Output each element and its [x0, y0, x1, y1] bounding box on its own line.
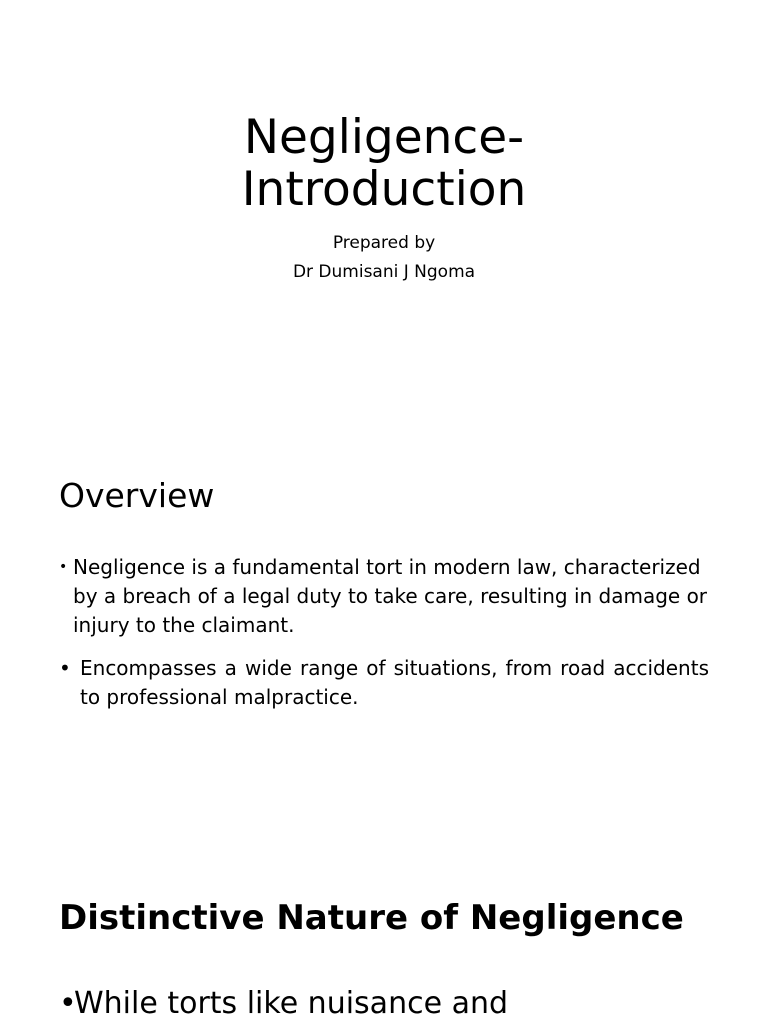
prepared-by-label: Prepared by: [332, 233, 436, 253]
bullet-text: Negligence is a fundamental tort in modern law, characterized by a breach of a legal duty to take care, resulting in damage or injury to the claimant.: [73, 555, 708, 637]
title-slide: [0, 0, 768, 420]
title-line-1: Negligence-: [243, 110, 525, 165]
overview-slide: [0, 440, 768, 840]
bullet-icon: •: [59, 656, 71, 680]
bullet-item: [59, 553, 709, 640]
distinctive-nature-slide: [0, 860, 768, 1024]
overview-heading: Overview: [59, 476, 215, 515]
bullet-text: While torts like nuisance and: [74, 986, 509, 1021]
title-line-2: Introduction: [241, 162, 527, 217]
bullet-icon: •: [59, 986, 77, 1021]
distinctive-nature-heading: Distinctive Nature of Negligence: [59, 898, 684, 938]
bullet-text: Encompasses a wide range of situations, from road accidents to professional malpractice.: [80, 656, 709, 709]
distinctive-nature-bullet-list: [59, 986, 749, 1036]
bullet-icon: •: [59, 559, 68, 575]
bullet-item: [59, 654, 709, 712]
slide-subtitle: [0, 229, 768, 287]
author-name: Dr Dumisani J Ngoma: [292, 262, 476, 282]
slide-title: [0, 112, 768, 216]
overview-bullet-list: [59, 553, 709, 726]
bullet-item: [59, 986, 749, 1022]
